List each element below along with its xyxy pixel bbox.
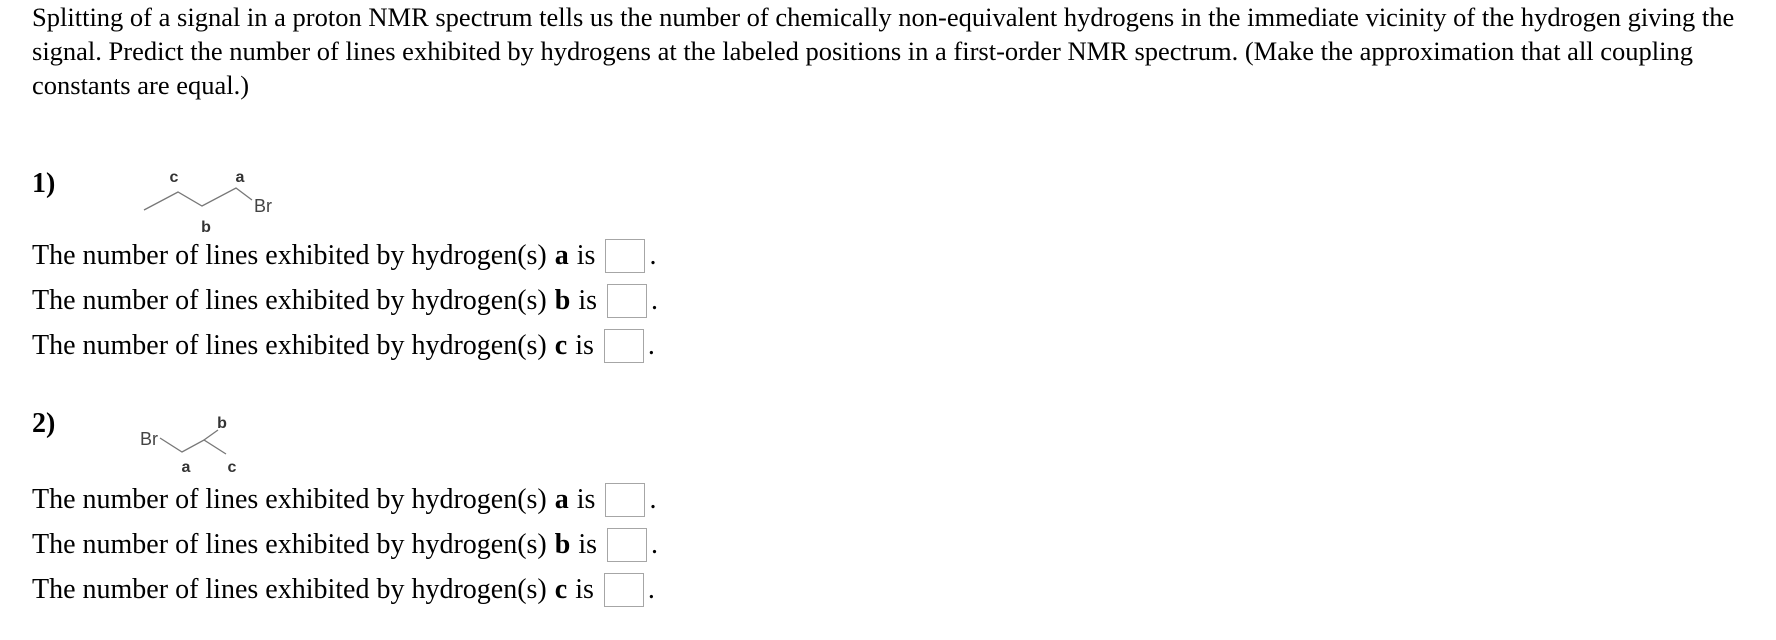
hydrogen-letter: a	[554, 484, 569, 515]
molecule-2-label-a: a	[181, 459, 191, 476]
question-number-1: 1)	[32, 168, 56, 199]
answer-input-1b[interactable]	[607, 284, 647, 318]
hydrogen-letter: c	[554, 330, 568, 361]
question-1-line-b	[32, 283, 658, 319]
line-period: .	[649, 240, 657, 271]
question-2-line-a	[32, 482, 656, 518]
line-text: The number of lines exhibited by hydrogen(s)	[32, 484, 547, 515]
line-period: .	[649, 484, 657, 515]
question-2-line-c	[32, 572, 655, 608]
line-text: is	[578, 285, 598, 316]
hydrogen-letter: c	[554, 574, 568, 605]
line-text: is	[576, 484, 596, 515]
question-1-line-a	[32, 238, 656, 274]
line-period: .	[647, 574, 655, 605]
molecule-2-label-b: b	[217, 415, 227, 432]
line-text: is	[576, 240, 596, 271]
molecule-2-bonds	[160, 438, 226, 454]
question-number-2: 2)	[32, 408, 56, 439]
hydrogen-letter: b	[554, 285, 571, 316]
line-text: The number of lines exhibited by hydrogen(s)	[32, 240, 547, 271]
line-period: .	[651, 285, 659, 316]
line-text: is	[575, 330, 594, 361]
line-text: The number of lines exhibited by hydrogen(s)	[32, 330, 547, 361]
answer-input-1a[interactable]	[605, 239, 645, 273]
line-text: The number of lines exhibited by hydrogen(s)	[32, 529, 547, 560]
molecule-2-atom-br: Br	[140, 429, 158, 449]
answer-input-1c[interactable]	[604, 329, 644, 363]
molecule-2-label-c: c	[227, 459, 237, 476]
answer-input-2c[interactable]	[604, 573, 644, 607]
line-period: .	[647, 330, 655, 361]
question-intro: Splitting of a signal in a proton NMR spectrum tells us the number of chemically non-equivalent hydrogens in the immediate vicinity of the hydrogen giving the signal. Predict the number of lines exhibited by hydrogens at the labeled positions in a first-order NMR spectrum. (Make the approximation that all coupling constants are equal.)	[32, 2, 1735, 100]
question-1-line-c	[32, 328, 655, 364]
molecule-1-structure	[130, 160, 310, 245]
molecule-1-label-b: b	[201, 219, 211, 236]
answer-input-2b[interactable]	[607, 528, 647, 562]
line-text: The number of lines exhibited by hydrogen(s)	[32, 285, 547, 316]
line-text: is	[575, 574, 594, 605]
molecule-1-label-a: a	[235, 169, 245, 186]
line-text: The number of lines exhibited by hydrogen(s)	[32, 574, 547, 605]
answer-input-2a[interactable]	[605, 483, 645, 517]
line-period: .	[651, 529, 659, 560]
molecule-1-bonds	[144, 188, 252, 210]
molecule-2-bond-b	[204, 430, 218, 440]
molecule-1-label-c: c	[169, 169, 179, 186]
hydrogen-letter: a	[554, 240, 569, 271]
molecule-1-atom-br: Br	[254, 196, 272, 216]
question-2-line-b	[32, 527, 658, 563]
hydrogen-letter: b	[554, 529, 571, 560]
molecule-2-structure	[130, 400, 290, 495]
line-text: is	[578, 529, 598, 560]
